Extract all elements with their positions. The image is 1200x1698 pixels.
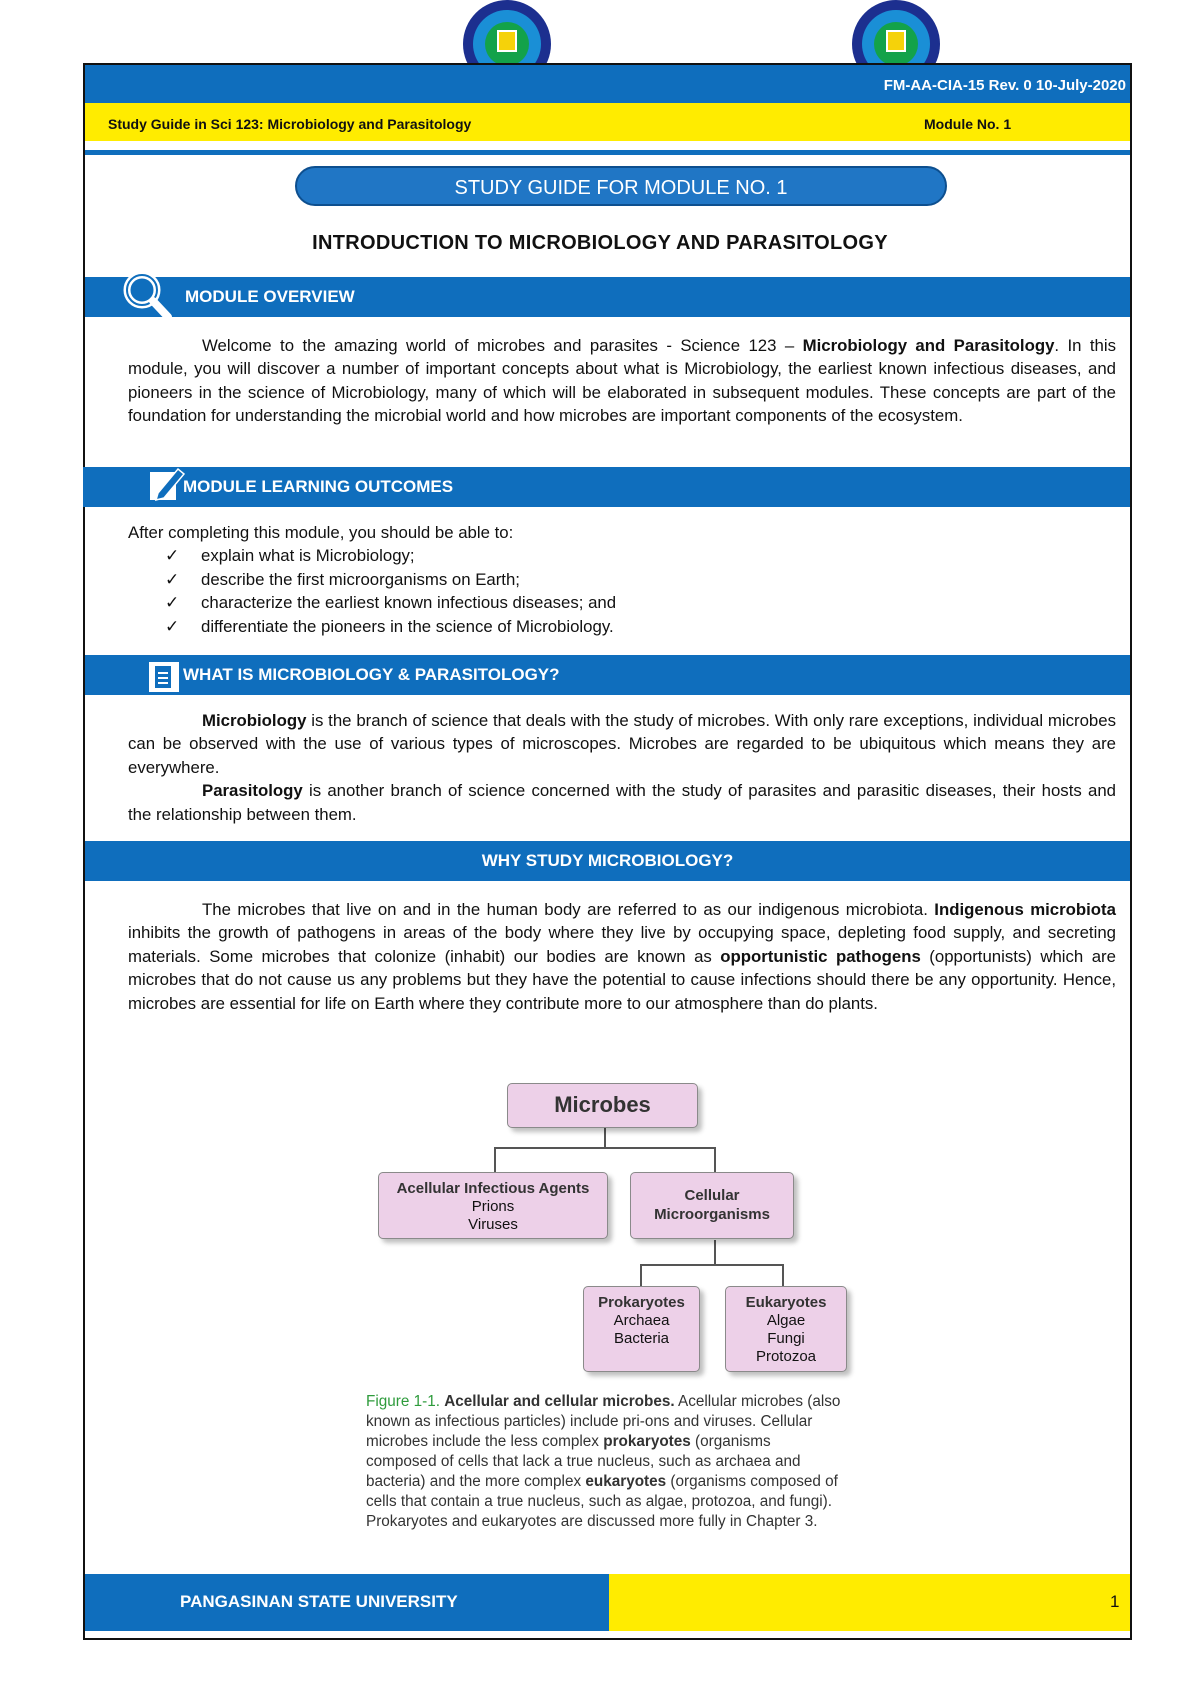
diagram-box-acellular: Acellular Infectious Agents Prions Viruses xyxy=(378,1172,608,1239)
study-guide-label: STUDY GUIDE FOR MODULE NO. 1 xyxy=(295,166,947,206)
footer-university: PANGASINAN STATE UNIVERSITY xyxy=(180,1592,458,1611)
section-learning-outcomes xyxy=(83,467,1130,507)
figure-caption: Figure 1-1. Acellular and cellular microbes. Acellular microbes (also known as infectious particles) include pri-ons and viruses. Cellular microbes include the less complex prokaryotes (organisms composed of cells that lack a true nucleus, such as archaea and bacteria) and the more complex eukaryotes (organisms composed of cells that contain a true nucleus, such as algae, protozoa, and fungi). Prokaryotes and eukaryotes are discussed more fully in Chapter 3. xyxy=(366,1393,841,1530)
list-item: ✓ describe the first microorganisms on Earth; xyxy=(128,568,1116,591)
list-item: ✓ differentiate the pioneers in the science of Microbiology. xyxy=(128,615,1116,638)
connector xyxy=(640,1264,642,1286)
connector xyxy=(782,1264,784,1286)
section-heading: WHAT IS MICROBIOLOGY & PARASITOLOGY? xyxy=(183,665,560,684)
section-heading: MODULE OVERVIEW xyxy=(185,287,355,306)
page-number: 1 xyxy=(1110,1592,1120,1611)
check-icon: ✓ xyxy=(165,569,180,589)
check-icon: ✓ xyxy=(165,546,180,566)
edit-pencil-icon xyxy=(146,463,186,505)
footer-yellow-bar xyxy=(609,1574,1130,1631)
section-module-overview xyxy=(85,277,1130,317)
why-paragraph: The microbes that live on and in the human body are referred to as our indigenous microbiota. Indigenous microbiota inhibits the growth of pathogens in areas of the body where they live by occupying space, depleting food supply, and secreting materials. Some microbes that colonize (inhabit) our bodies are known as opportunistic pathogens (opportunists) which are microbes that do not cause us any problems but they have the potential to cause infections should there be any opportunity. Hence, microbes are essential for life on Earth where they contribute more to our atmosphere than do plants. xyxy=(128,900,1116,1013)
list-item: ✓ explain what is Microbiology; xyxy=(128,544,1116,567)
check-icon: ✓ xyxy=(165,616,180,636)
section-why-study xyxy=(85,841,1130,881)
outcomes-list xyxy=(128,544,1116,638)
diagram-box-eukaryotes: Eukaryotes Algae Fungi Protozoa xyxy=(725,1286,847,1372)
section-heading: MODULE LEARNING OUTCOMES xyxy=(183,477,454,496)
form-code: FM-AA-CIA-15 Rev. 0 10-July-2020 xyxy=(883,77,1126,94)
diagram-box-cellular: Cellular Microorganisms xyxy=(630,1172,794,1239)
check-icon: ✓ xyxy=(165,593,180,613)
connector xyxy=(714,1147,716,1172)
outcomes-intro: After completing this module, you should be able to: xyxy=(128,523,514,542)
section-what-is xyxy=(85,655,1130,695)
header-thin-rule xyxy=(85,150,1130,155)
module-number: Module No. 1 xyxy=(924,116,1012,132)
outcomes-block xyxy=(128,521,1116,638)
connector xyxy=(714,1240,716,1265)
connector xyxy=(494,1147,496,1172)
connector xyxy=(494,1147,716,1149)
diagram-box-microbes: Microbes xyxy=(507,1083,698,1128)
section-heading: WHY STUDY MICROBIOLOGY? xyxy=(481,851,734,870)
connector xyxy=(640,1264,784,1266)
overview-paragraph: Welcome to the amazing world of microbes and parasites - Science 123 – Microbiology and Parasitology. In this module, you will discover a number of important concepts about what is Microbiology, the earliest known infectious diseases, and pioneers in the science of Microbiology, many of which will be elaborated in subsequent modules. These concepts are part of the foundation for understanding the microbial world and how microbes are important components of the ecosystem. xyxy=(128,336,1116,426)
diagram-box-prokaryotes: Prokaryotes Archaea Bacteria xyxy=(583,1286,700,1372)
magnifier-icon xyxy=(122,270,172,322)
page-title: INTRODUCTION TO MICROBIOLOGY AND PARASITOLOGY xyxy=(312,232,888,254)
list-item: ✓ characterize the earliest known infectious diseases; and xyxy=(128,591,1116,614)
connector xyxy=(604,1127,606,1148)
guide-title: Study Guide in Sci 123: Microbiology and Parasitology xyxy=(108,116,472,132)
document-icon xyxy=(146,659,182,695)
what-is-paragraph: Microbiology is the branch of science that deals with the study of microbes. With only rare exceptions, individual microbes can be observed with the use of various types of microscopes. Microbes are regarded to be ubiquitous which means they are everywhere. Parasitology is another branch of science concerned with the study of parasites and parasitic diseases, their hosts and the relationship between them. xyxy=(128,711,1116,824)
